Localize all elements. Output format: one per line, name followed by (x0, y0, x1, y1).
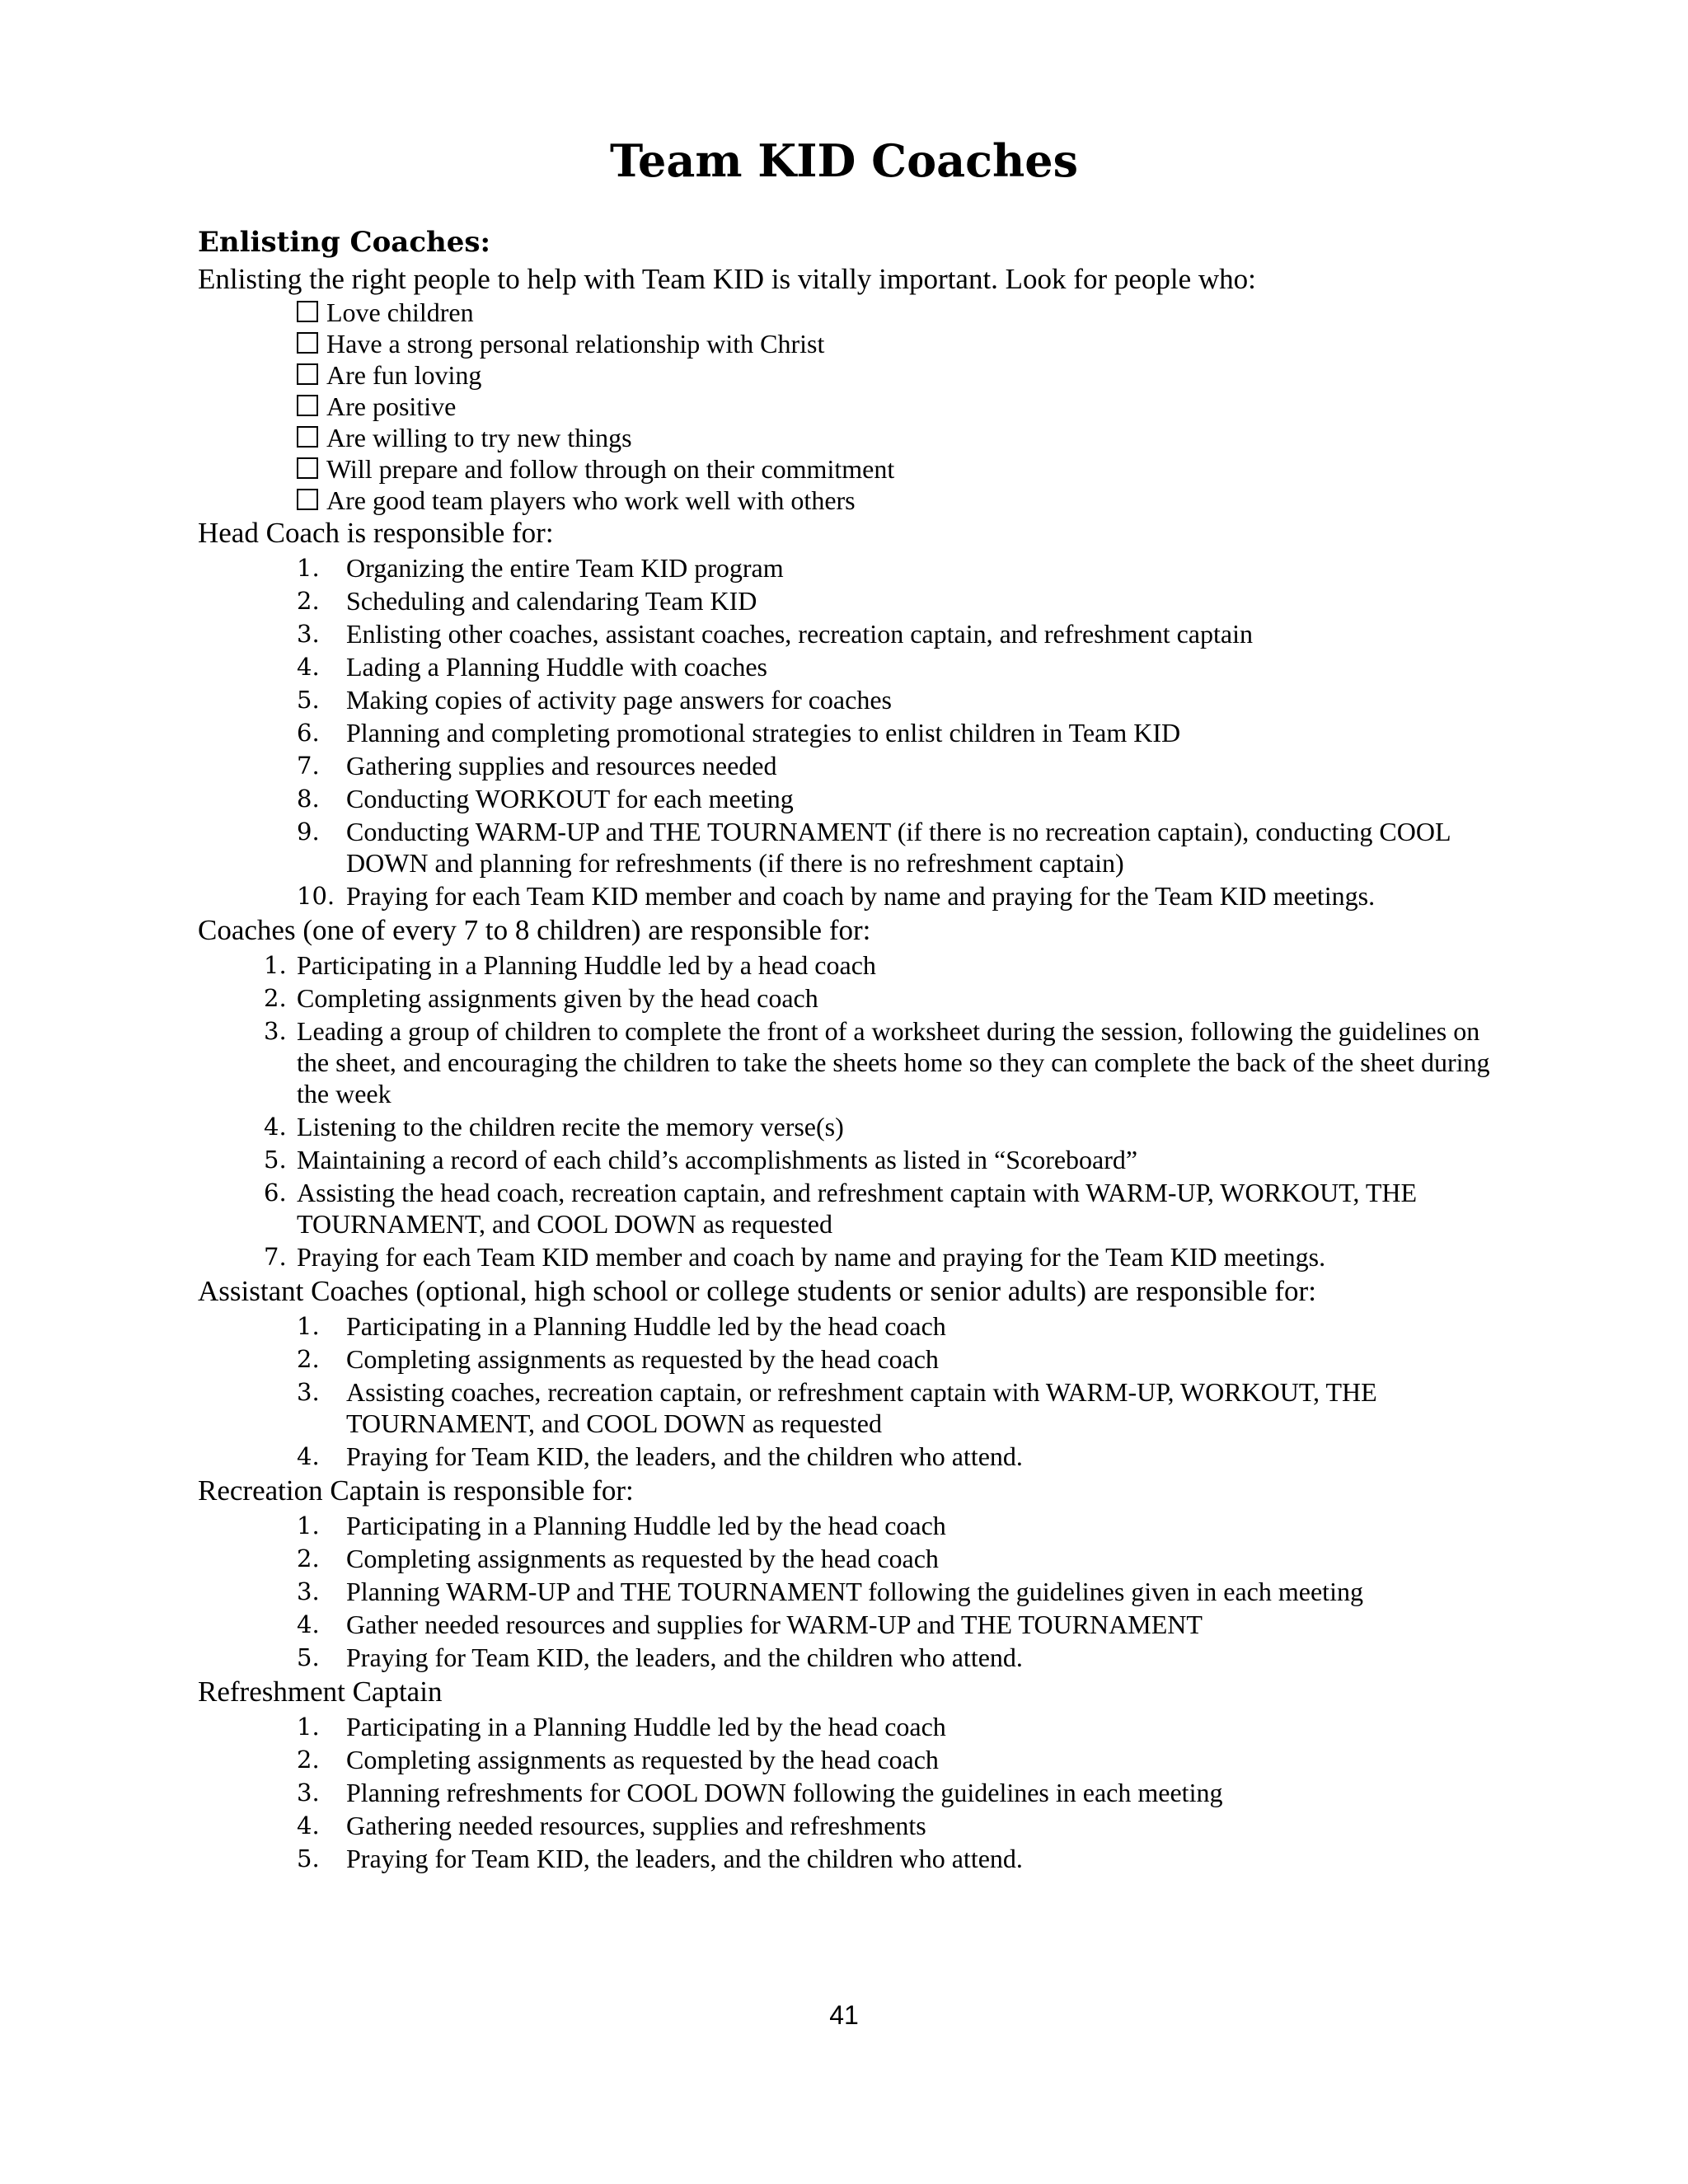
checkbox-icon (297, 457, 318, 479)
list-item: 3. Leading a group of children to complete the front of a worksheet during the session, following the guidelines on the sheet, and encouraging the children to take the sheets home so they can complete the back of the sheet during the week (264, 1016, 1490, 1108)
checkbox-icon (297, 489, 318, 510)
checkbox-icon (297, 395, 318, 416)
section-heading-recreation-captain: Recreation Captain is responsible for: (198, 1474, 634, 1507)
list-item: 1. Organizing the entire Team KID program (297, 553, 784, 583)
checklist-item: Are good team players who work well with others (297, 485, 1492, 516)
checklist-item: Will prepare and follow through on their commitment (297, 453, 1492, 485)
section-enlisting (198, 223, 1492, 516)
list-item: 5. Making copies of activity page answers for coaches (297, 685, 892, 715)
section-heading-assistant-coaches: Assistant Coaches (optional, high school or college students or senior adults) are responsible for: (198, 1275, 1316, 1307)
list-item: 4. Gather needed resources and supplies for WARM-UP and THE TOURNAMENT (297, 1610, 1203, 1639)
section-assistant-coaches (198, 1274, 1492, 1472)
list-item: 5. Praying for Team KID, the leaders, and the children who attend. (297, 1643, 1023, 1672)
list-item: 1. Participating in a Planning Huddle led by the head coach (297, 1511, 946, 1540)
list-item: 6. Assisting the head coach, recreation captain, and refreshment captain with WARM-UP, WORKOUT, THE TOURNAMENT, and COOL DOWN as requested (264, 1178, 1418, 1239)
list-item: 8. Conducting WORKOUT for each meeting (297, 784, 794, 813)
checkbox-icon (297, 363, 318, 385)
list-item: 1. Participating in a Planning Huddle led by the head coach (297, 1311, 946, 1341)
head-coach-list (198, 552, 1492, 912)
checkbox-icon (297, 332, 318, 354)
section-heading-coaches: Coaches (one of every 7 to 8 children) are responsible for: (198, 914, 871, 946)
list-item: 3. Planning WARM-UP and THE TOURNAMENT following the guidelines given in each meeting (297, 1577, 1363, 1606)
list-item: 3. Enlisting other coaches, assistant coaches, recreation captain, and refreshment captain (297, 619, 1253, 649)
page-title: Team KID Coaches (610, 134, 1078, 187)
list-item: 1. Participating in a Planning Huddle led by the head coach (297, 1712, 946, 1741)
enlisting-intro: Enlisting the right people to help with Team KID is vitally important. Look for people who: (198, 263, 1256, 295)
list-item: 4. Praying for Team KID, the leaders, and the children who attend. (297, 1441, 1023, 1471)
section-heading-refreshment-captain: Refreshment Captain (198, 1675, 443, 1708)
checklist-item: Are fun loving (297, 359, 1492, 391)
section-heading-head-coach: Head Coach is responsible for: (198, 517, 554, 549)
list-item: 5. Maintaining a record of each child’s accomplishments as listed in “Scoreboard” (264, 1145, 1138, 1174)
list-item: 5. Praying for Team KID, the leaders, and the children who attend. (297, 1844, 1023, 1873)
section-recreation-captain (198, 1474, 1492, 1673)
list-item: 10. Praying for each Team KID member and coach by name and praying for the Team KID meetings. (297, 881, 1376, 911)
section-coaches (198, 913, 1492, 1272)
checkbox-icon (297, 426, 318, 448)
coaches-list (198, 949, 1492, 1272)
list-item: 2. Scheduling and calendaring Team KID (297, 586, 757, 616)
checklist-item: Love children (297, 297, 1492, 328)
list-item: 3. Planning refreshments for COOL DOWN following the guidelines in each meeting (297, 1778, 1223, 1807)
list-item: 7. Gathering supplies and resources needed (297, 751, 777, 780)
page-number: 41 (829, 2000, 859, 2030)
checkbox-icon (297, 301, 318, 322)
list-item: 9. Conducting WARM-UP and THE TOURNAMENT (if there is no recreation captain), conducting COOL DOWN and planning for refreshments (if there is no refreshment captain) (297, 817, 1451, 878)
section-refreshment-captain (198, 1675, 1492, 1874)
section-head-coach (198, 516, 1492, 912)
list-item: 4. Lading a Planning Huddle with coaches (297, 652, 767, 682)
checklist-item: Are willing to try new things (297, 422, 1492, 453)
list-item: 2. Completing assignments as requested by the head coach (297, 1745, 939, 1774)
checklist-item: Have a strong personal relationship with Christ (297, 328, 1492, 359)
list-item: 3. Assisting coaches, recreation captain, or refreshment captain with WARM-UP, WORKOUT, THE TOURNAMENT, and COOL DOWN as requested (297, 1377, 1377, 1438)
assistant-coaches-list (198, 1310, 1492, 1472)
checklist-item: Are positive (297, 391, 1492, 422)
list-item: 6. Planning and completing promotional strategies to enlist children in Team KID (297, 718, 1181, 748)
refreshment-captain-list (198, 1711, 1492, 1874)
list-item: 7. Praying for each Team KID member and coach by name and praying for the Team KID meetings. (264, 1242, 1326, 1272)
list-item: 2. Completing assignments given by the head coach (264, 983, 818, 1013)
list-item: 2. Completing assignments as requested by the head coach (297, 1544, 939, 1573)
list-item: 4. Gathering needed resources, supplies and refreshments (297, 1811, 926, 1840)
section-heading-enlisting: Enlisting Coaches: (198, 226, 491, 259)
qualities-checklist (198, 297, 1492, 516)
content-body (198, 223, 1492, 1876)
recreation-captain-list (198, 1510, 1492, 1673)
list-item: 4. Listening to the children recite the memory verse(s) (264, 1112, 844, 1141)
list-item: 1. Participating in a Planning Huddle led by a head coach (264, 950, 876, 980)
list-item: 2. Completing assignments as requested by the head coach (297, 1344, 939, 1374)
